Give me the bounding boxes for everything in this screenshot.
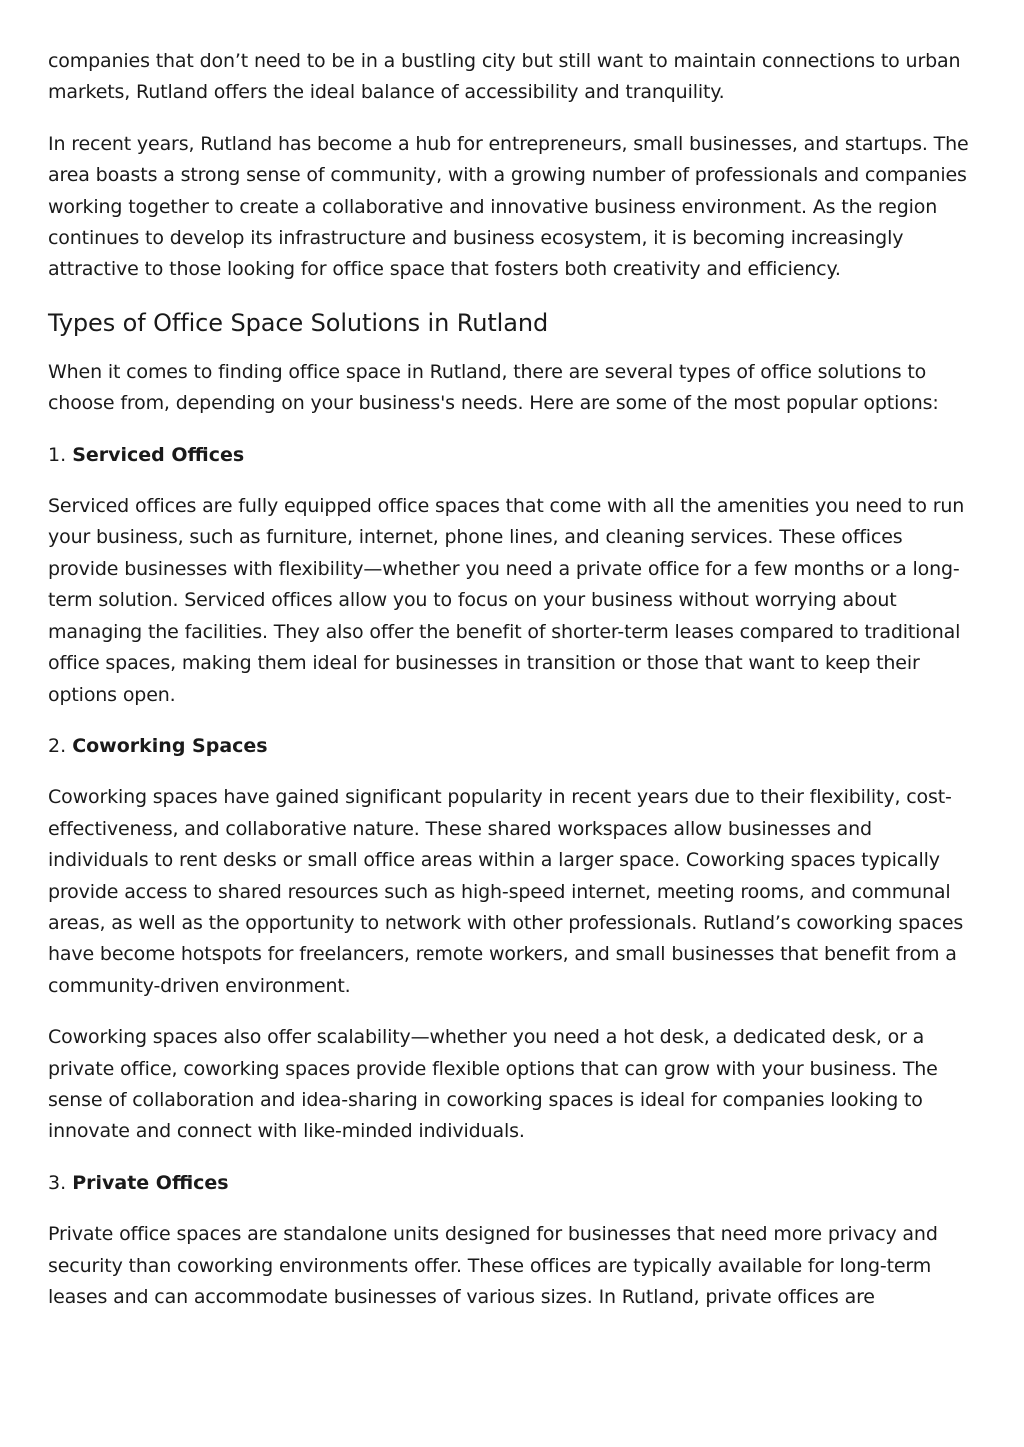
item-number: 2. — [48, 734, 67, 757]
item-heading-serviced-offices — [48, 440, 976, 471]
private-offices-paragraph: Private office spaces are standalone units designed for businesses that need more privacy and security than coworking environments offer. These offices are typically available for long-term leases and can accommodate businesses of various sizes. In Rutland, private offices are — [48, 1223, 938, 1308]
item-number: 3. — [48, 1171, 67, 1194]
coworking-paragraph-2: Coworking spaces also offer scalability—whether you need a hot desk, a dedicated desk, or a private office, coworking spaces provide flexible options that can grow with your business. The sense of collaboration and idea-sharing in coworking spaces is ideal for companies looking to innovate and connect with like-minded individuals. — [48, 1026, 938, 1143]
intro-paragraph-1: companies that don’t need to be in a bustling city but still want to maintain connections to urban markets, Rutland offers the ideal balance of accessibility and tranquility. — [48, 50, 961, 104]
section-heading: Types of Office Space Solutions in Rutland — [48, 308, 549, 337]
intro-paragraph-2: In recent years, Rutland has become a hub for entrepreneurs, small businesses, and startups. The area boasts a strong sense of community, with a growing number of professionals and companies working together to create a collaborative and innovative business environment. As the region continues to develop its infrastructure and business ecosystem, it is becoming increasingly attractive to those looking for office space that fosters both creativity and efficiency. — [48, 132, 969, 281]
item-title: Serviced Offices — [72, 443, 245, 466]
coworking-paragraph-1: Coworking spaces have gained significant popularity in recent years due to their flexibility, cost-effectiveness, and collaborative nature. These shared workspaces allow businesses and individuals to rent desks or small office areas within a larger space. Coworking spaces typically provide access to shared resources such as high-speed internet, meeting rooms, and communal areas, as well as the opportunity to network with other professionals. Rutland’s coworking spaces have become hotspots for freelancers, remote workers, and small businesses that benefit from a community-driven environment. — [48, 786, 964, 997]
item-heading-coworking-spaces — [48, 731, 976, 762]
serviced-offices-paragraph: Serviced offices are fully equipped office spaces that come with all the amenities you need to run your business, such as furniture, internet, phone lines, and cleaning services. These offices provide businesses with flexibility—whether you need a private office for a few months or a long-term solution. Serviced offices allow you to focus on your business without worrying about managing the facilities. They also offer the benefit of shorter-term leases compared to traditional office spaces, making them ideal for businesses in transition or those that want to keep their options open. — [48, 495, 965, 706]
section-intro: When it comes to finding office space in Rutland, there are several types of office solutions to choose from, depending on your business's needs. Here are some of the most popular options: — [48, 360, 939, 415]
item-title: Private Offices — [72, 1171, 229, 1194]
item-heading-private-offices — [48, 1168, 976, 1199]
item-title: Coworking Spaces — [72, 734, 268, 757]
item-number: 1. — [48, 443, 67, 466]
